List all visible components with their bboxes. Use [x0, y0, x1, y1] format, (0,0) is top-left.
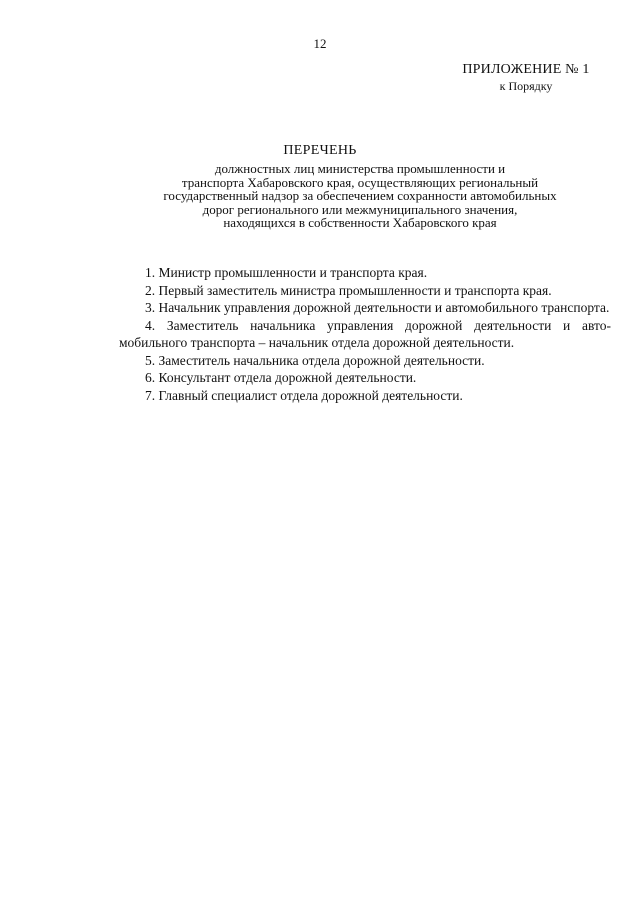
subtitle-line: государственный надзор за обеспечением сохранности автомобильных — [163, 188, 557, 203]
subtitle-line: должностных лиц министерства промышленности и — [214, 161, 506, 176]
page-number: 12 — [313, 36, 327, 51]
list-item: 5. Заместитель начальника отдела дорожной деятельности. — [145, 352, 485, 368]
document-heading: ПЕРЕЧЕНЬ — [283, 143, 357, 158]
positions-list — [119, 264, 611, 404]
list-item: 1. Министр промышленности и транспорта края. — [145, 265, 428, 280]
appendix-subtitle: к Порядку — [499, 79, 553, 93]
list-item: 2. Первый заместитель министра промышленности и транспорта края. — [145, 282, 552, 298]
list-item: 7. Главный специалист отдела дорожной деятельности. — [145, 387, 463, 403]
appendix-block — [446, 62, 606, 93]
subtitle-line: транспорта Хабаровского края, осуществляющих региональный — [181, 174, 539, 190]
subtitle-line: дорог регионального или межмуниципального значения, — [202, 201, 518, 217]
list-item: 3. Начальник управления дорожной деятельности и автомобильного транспорта. — [145, 300, 610, 315]
appendix-title: ПРИЛОЖЕНИЕ № 1 — [462, 62, 590, 77]
list-item: 4. Заместитель начальника управления дорожной деятельности и авто-мобильного транспорта – начальник отдела дорожной деятельности. — [119, 317, 611, 350]
subtitle-line: находящихся в собственности Хабаровского края — [223, 215, 497, 230]
document-subtitle — [110, 162, 610, 230]
list-item: 6. Консультант отдела дорожной деятельности. — [145, 370, 417, 385]
